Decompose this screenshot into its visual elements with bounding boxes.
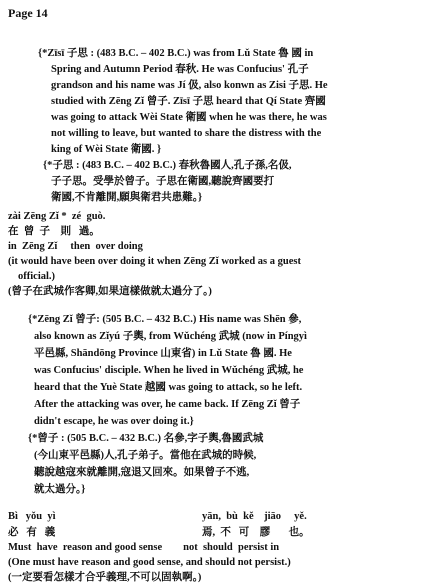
chinese-line: 在 曾 子 則 過。 (8, 226, 100, 237)
footnote-line: didn't escape, he was over doing it.} (34, 416, 194, 427)
footnote-line: 平邑縣, Shāndōng Province 山東省) in Lǔ State 魯 國. He (34, 348, 292, 359)
footnote-line: was Confucius' disciple. When he lived in Wǔchéng 武城, he (34, 365, 304, 376)
footnote-line: {*Zīsī 子思 : (483 B.C. – 402 B.C.) was from Lǔ State 魯 國 in (38, 48, 314, 59)
chinese-line: 焉, 不 可 膠 也。 (202, 527, 310, 538)
pinyin-line: zài Zēng Zǐ * zé guò. (8, 211, 106, 222)
english-line: (it would have been over doing it when Zēng Zǐ worked as a guest (8, 256, 301, 267)
pinyin-line: Bì yǒu yì (8, 511, 56, 522)
footnote-line: grandson and his name was Jí 伋, also konwn as Zisi 子思. He (51, 80, 328, 91)
footnote-line: 聽說越寇來就離開,寇退又回來。如果曾子不逃, (34, 467, 250, 478)
chinese-translation: (曾子在武城作客卿,如果這樣做就太過分了。) (8, 286, 212, 297)
footnote-line: {*子思 : (483 B.C. – 402 B.C.) 春秋魯國人,孔子孫,名伋, (43, 160, 292, 171)
footnote-line: {*Zēng Zǐ 曾子: (505 B.C. – 432 B.C.) His name was Shēn 參, (28, 314, 302, 325)
english-line: official.) (18, 271, 56, 282)
english-line: (One must have reason and good sense, and should not persist.) (8, 557, 291, 568)
footnote-line: 就太過分。} (34, 484, 86, 495)
pinyin-line: yān, bù kě jiāo yě. (202, 511, 307, 522)
footnote-line: 衛國,不肯離開,願與衛君共患難。} (51, 192, 203, 203)
gloss-line: Must have reason and good sense not should persist in (8, 542, 280, 553)
gloss-line: in Zēng Zǐ then over doing (8, 241, 143, 252)
footnote-line: not willing to leave, but wanted to share the distress with the (51, 128, 322, 139)
footnote-line: 子子思。受學於曾子。子思在衛國,聽說齊國要打 (51, 176, 275, 187)
page-number: Page 14 (8, 6, 48, 20)
footnote-line: also known as Zǐyú 子輿, from Wǔchéng 武城 (now in Píngyì (34, 331, 307, 342)
chinese-translation: (一定要看怎樣才合乎義理,不可以固執啊。) (8, 572, 202, 583)
footnote-line: {*曾子 : (505 B.C. – 432 B.C.) 名參,字子輿,魯國武城 (28, 433, 264, 444)
footnote-line: Spring and Autumn Period 春秋. He was Confucius' 孔子 (51, 64, 309, 75)
footnote-line: was going to attack Wèi State 衛國 when he was there, he was (51, 112, 327, 123)
footnote-line: heard that the Yuè State 越國 was going to attack, so he left. (34, 382, 303, 393)
footnote-line: king of Wèi State 衛國. } (51, 144, 162, 155)
footnote-line: (今山東平邑縣)人,孔子弟子。當他在武城的時候, (34, 450, 257, 461)
footnote-line: studied with Zēng Zǐ 曾子. Zīsī 子思 heard that Qí State 齊國 (51, 96, 326, 107)
chinese-line: 必 有 義 (8, 527, 56, 538)
footnote-line: After the attacking was over, he came back. If Zēng Zǐ 曾子 (34, 399, 301, 410)
